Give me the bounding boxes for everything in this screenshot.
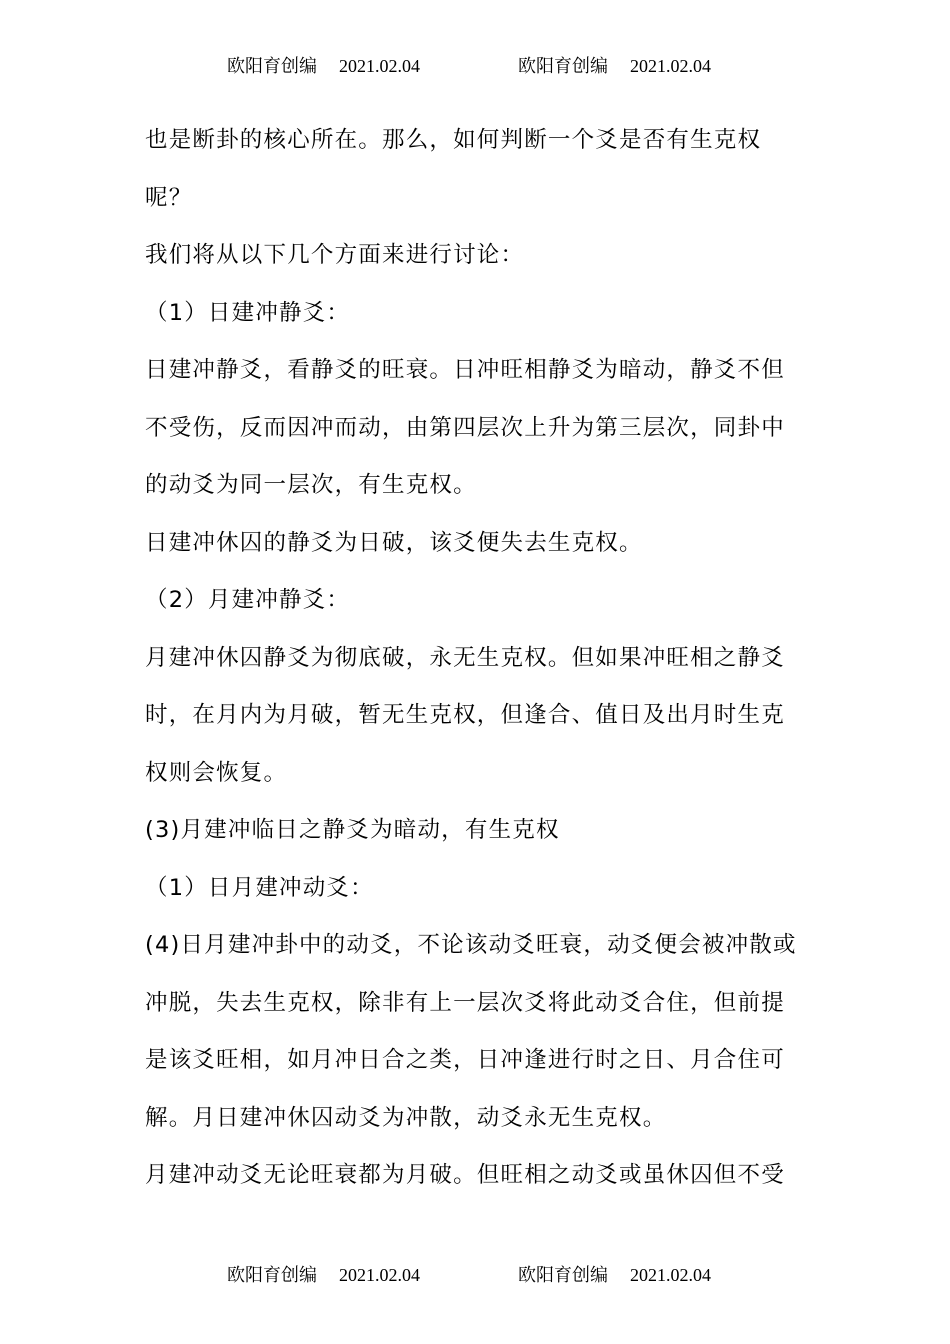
body-line: 月建冲动爻无论旺衰都为月破。但旺相之动爻或虽休囚但不受 (145, 1162, 785, 1188)
body-line: 也是断卦的核心所在。那么，如何判断一个爻是否有生克权 (145, 127, 762, 153)
body-line: 日建冲休囚的静爻为日破，该爻便失去生克权。 (145, 529, 643, 556)
body-line: 解。月日建冲休囚动爻为冲散，动爻永无生克权。 (145, 1104, 667, 1131)
body-line: 时，在月内为月破，暂无生克权，但逢合、值日及出月时生克 (145, 702, 785, 728)
section-heading: （1）日月建冲动爻： (145, 874, 374, 901)
page-header (0, 52, 950, 82)
body-line: (3)月建冲临日之静爻为暗动，有生克权 (145, 817, 560, 843)
footer-author-right: 欧阳育创编 (518, 1265, 608, 1285)
body-line: 是该爻旺相，如月冲日合之类，日冲逢进行时之日、月合住可 (145, 1047, 785, 1073)
header-author-right: 欧阳育创编 (518, 56, 608, 76)
body-line: 的动爻为同一层次，有生克权。 (145, 472, 477, 498)
header-stamp-right (518, 52, 711, 78)
footer-author-left: 欧阳育创编 (227, 1265, 317, 1285)
section-heading: （1）日建冲静爻： (145, 299, 351, 326)
section-heading: （2）月建冲静爻： (145, 587, 351, 613)
header-date-left: 2021.02.04 (339, 56, 420, 76)
footer-stamp-left (227, 1261, 420, 1287)
body-line: 月建冲休囚静爻为彻底破，永无生克权。但如果冲旺相之静爻 (145, 644, 785, 671)
footer-date-left: 2021.02.04 (339, 1265, 420, 1285)
footer-stamp-right (518, 1261, 711, 1287)
body-line: 冲脱，失去生克权，除非有上一层次爻将此动爻合住，但前提 (145, 989, 785, 1016)
body-line: 不受伤，反而因冲而动，由第四层次上升为第三层次，同卦中 (145, 414, 785, 441)
header-author-left: 欧阳育创编 (227, 56, 317, 76)
footer-date-right: 2021.02.04 (630, 1265, 711, 1285)
body-line: 呢？ (145, 184, 193, 211)
header-stamp-left (227, 52, 420, 78)
body-line: 权则会恢复。 (145, 759, 288, 786)
header-date-right: 2021.02.04 (630, 56, 711, 76)
page-footer (0, 1261, 950, 1291)
document-body (145, 112, 815, 1205)
body-line: 日建冲静爻，看静爻的旺衰。日冲旺相静爻为暗动，静爻不但 (145, 357, 785, 383)
body-line: (4)日月建冲卦中的动爻，不论该动爻旺衰，动爻便会被冲散或 (145, 932, 797, 958)
body-line: 我们将从以下几个方面来进行讨论： (145, 242, 525, 268)
